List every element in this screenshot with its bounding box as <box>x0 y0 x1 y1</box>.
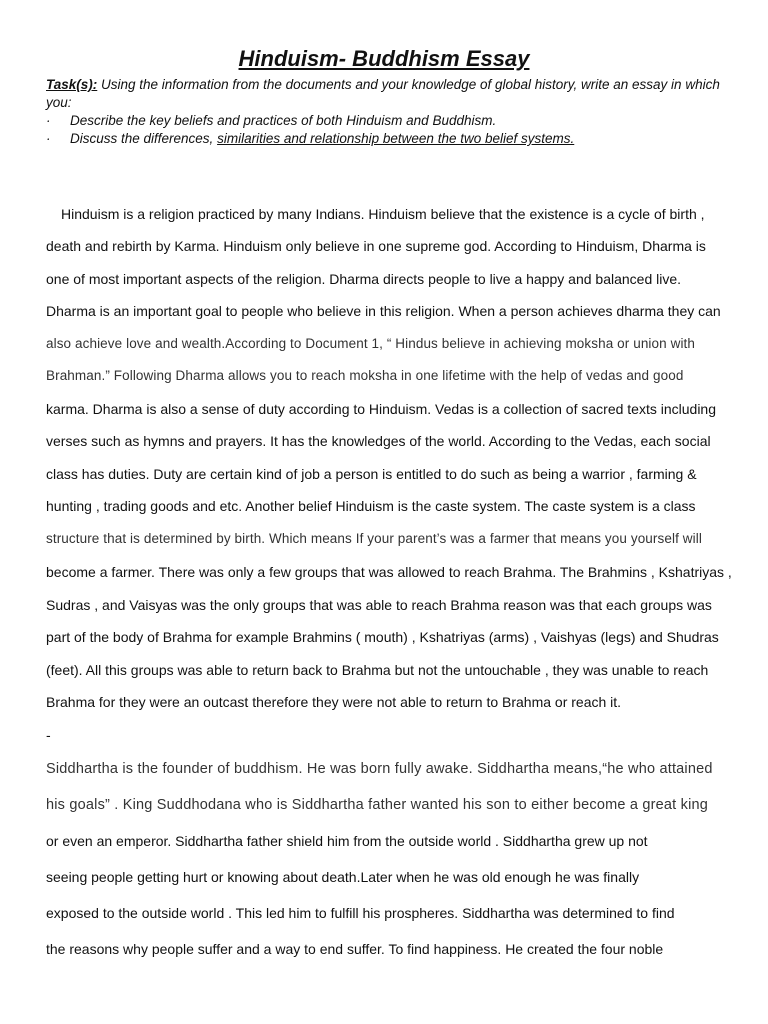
task-bullet-list <box>46 112 726 148</box>
body-line: - <box>46 727 51 743</box>
body-line: Brahma for they were an outcast therefore they were not able to return to Brahma or reach it. <box>46 694 622 710</box>
task-bullet-2-underlined: similarities and relationship between the two belief systems. <box>217 131 575 146</box>
task-bullet-2-prefix: Discuss the differences, <box>70 131 218 146</box>
body-line: structure that is determined by birth. Which means If your parent’s was a farmer that means you yourself will <box>46 531 702 546</box>
body-line: Siddhartha is the founder of buddhism. He was born fully awake. Siddhartha means,“he who attained <box>46 761 713 777</box>
body-line: Dharma is an important goal to people who believe in this religion. When a person achieves dharma they can <box>46 303 721 319</box>
task-intro <box>46 76 726 112</box>
body-line: Brahman.” Following Dharma allows you to reach moksha in one lifetime with the help of vedas and good <box>46 368 684 383</box>
body-line: verses such as hymns and prayers. It has the knowledges of the world. According to the Vedas, each social <box>46 433 711 449</box>
body-line: (feet). All this groups was able to return back to Brahma but not the untouchable , they was unable to reach <box>46 662 709 678</box>
body-line: exposed to the outside world . This led him to fulfill his prospheres. Siddhartha was determined to find <box>46 905 675 921</box>
essay-title: Hinduism- Buddhism Essay <box>238 46 530 71</box>
task-instructions <box>46 76 726 148</box>
body-line: or even an emperor. Siddhartha father shield him from the outside world . Siddhartha grew up not <box>46 833 648 849</box>
bullet-icon: · <box>46 113 51 128</box>
body-line: seeing people getting hurt or knowing about death.Later when he was old enough he was finally <box>46 869 640 885</box>
task-bullet-2 <box>46 130 726 148</box>
task-bullet-1 <box>46 112 726 130</box>
body-line: class has duties. Duty are certain kind of job a person is entitled to do such as being a warrior , farming & <box>46 466 697 482</box>
body-line: death and rebirth by Karma. Hinduism only believe in one supreme god. According to Hinduism, Dharma is <box>46 238 706 254</box>
body-line: part of the body of Brahma for example Brahmins ( mouth) , Kshatriyas (arms) , Vaishyas (legs) and Shudras <box>46 629 719 645</box>
bullet-icon: · <box>46 131 51 146</box>
body-line: the reasons why people suffer and a way to end suffer. To find happiness. He created the four noble <box>46 941 664 957</box>
body-line: become a farmer. There was only a few groups that was allowed to reach Brahma. The Brahmins , Kshatriyas , <box>46 564 732 580</box>
task-bullet-1-text: Describe the key beliefs and practices of both Hinduism and Buddhism. <box>70 113 497 128</box>
body-line: also achieve love and wealth.According to Document 1, “ Hindus believe in achieving moksha or union with <box>46 336 696 351</box>
body-line: Hinduism is a religion practiced by many Indians. Hinduism believe that the existence is a cycle of birth , <box>61 206 705 222</box>
body-line: his goals” . King Suddhodana who is Siddhartha father wanted his son to either become a great king <box>46 797 709 813</box>
body-line: one of most important aspects of the religion. Dharma directs people to live a happy and balanced live. <box>46 271 682 287</box>
body-line: hunting , trading goods and etc. Another belief Hinduism is the caste system. The caste system is a class <box>46 498 696 514</box>
task-intro-text: Using the information from the documents and your knowledge of global history, write an essay in which you: <box>46 77 720 110</box>
body-line: karma. Dharma is also a sense of duty according to Hinduism. Vedas is a collection of sacred texts including <box>46 401 716 417</box>
body-line: Sudras , and Vaisyas was the only groups that was able to reach Brahma reason was that each groups was <box>46 597 712 613</box>
task-label: Task(s): <box>46 77 98 92</box>
